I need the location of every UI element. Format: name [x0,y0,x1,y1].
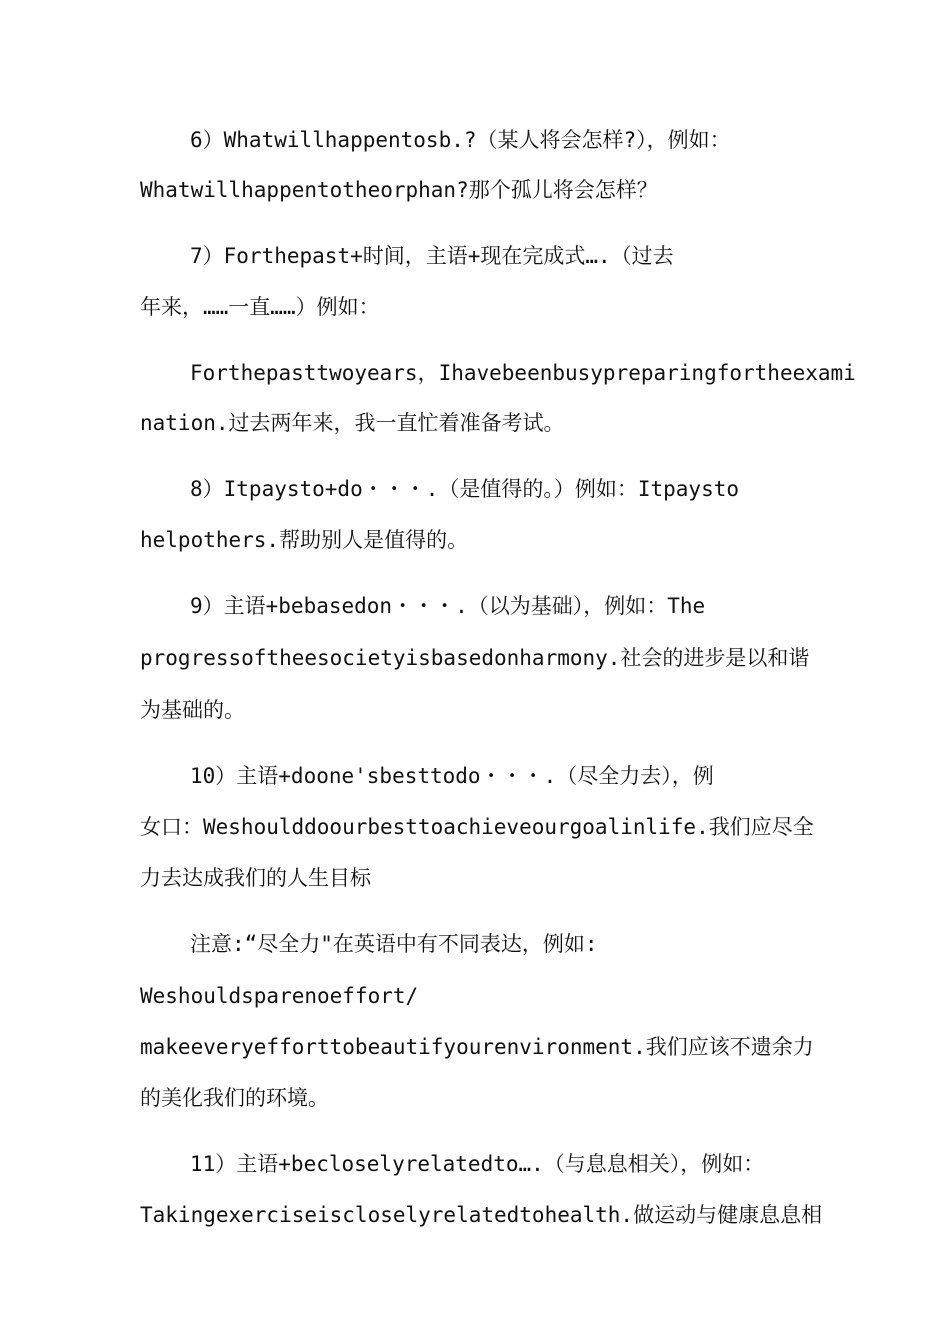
text-line: 为基础的。 [140,698,245,722]
text-line: 6）Whatwillhappentosb.?（某人将会怎样?），例如： [190,128,731,152]
text-line: progressoftheesocietyisbasedonharmony.社会的进步是以和谐 [140,646,810,670]
text-line: 年来，……一直……）例如： [140,295,380,319]
text-line: Forthepasttwoyears，Ihavebeenbusypreparingfortheexami [190,361,856,385]
text-line: helpothers.帮助别人是值得的。 [140,528,469,552]
text-line: 女口：Weshoulddoourbesttoachieveourgoalinlife.我们应尽全 [140,815,814,839]
text-line: Whatwillhappentotheorphan?那个孤儿将会怎样？ [140,178,658,202]
text-line: 的美化我们的环境。 [140,1086,329,1110]
text-line: nation.过去两年来，我一直忙着准备考试。 [140,411,565,435]
text-line: 注意:“尽全力"在英语中有不同表达，例如: [190,932,598,956]
text-line: makeeveryefforttobeautifyourenvironment.我们应该不遗余力 [140,1035,814,1059]
text-line: 8）Itpaysto+do・・・.（是值得的。）例如：Itpaysto [190,477,740,501]
text-line: 9）主语+bebasedon・・・.（以为基础），例如：The [190,594,706,618]
text-line: 7）Forthepast+时间，主语+现在完成式….（过去 [190,244,674,268]
text-line: 力去达成我们的人生目标 [140,866,371,890]
text-line: Takingexerciseiscloselyrelatedtohealth.做运动与健康息息相 [140,1203,823,1227]
text-line: Weshouldsparenoeffort/ [140,984,419,1008]
text-line: 10）主语+doone'sbesttodo・・・.（尽全力去），例 [190,764,714,788]
text-line: 11）主语+becloselyrelatedto….（与息息相关），例如： [190,1152,765,1176]
